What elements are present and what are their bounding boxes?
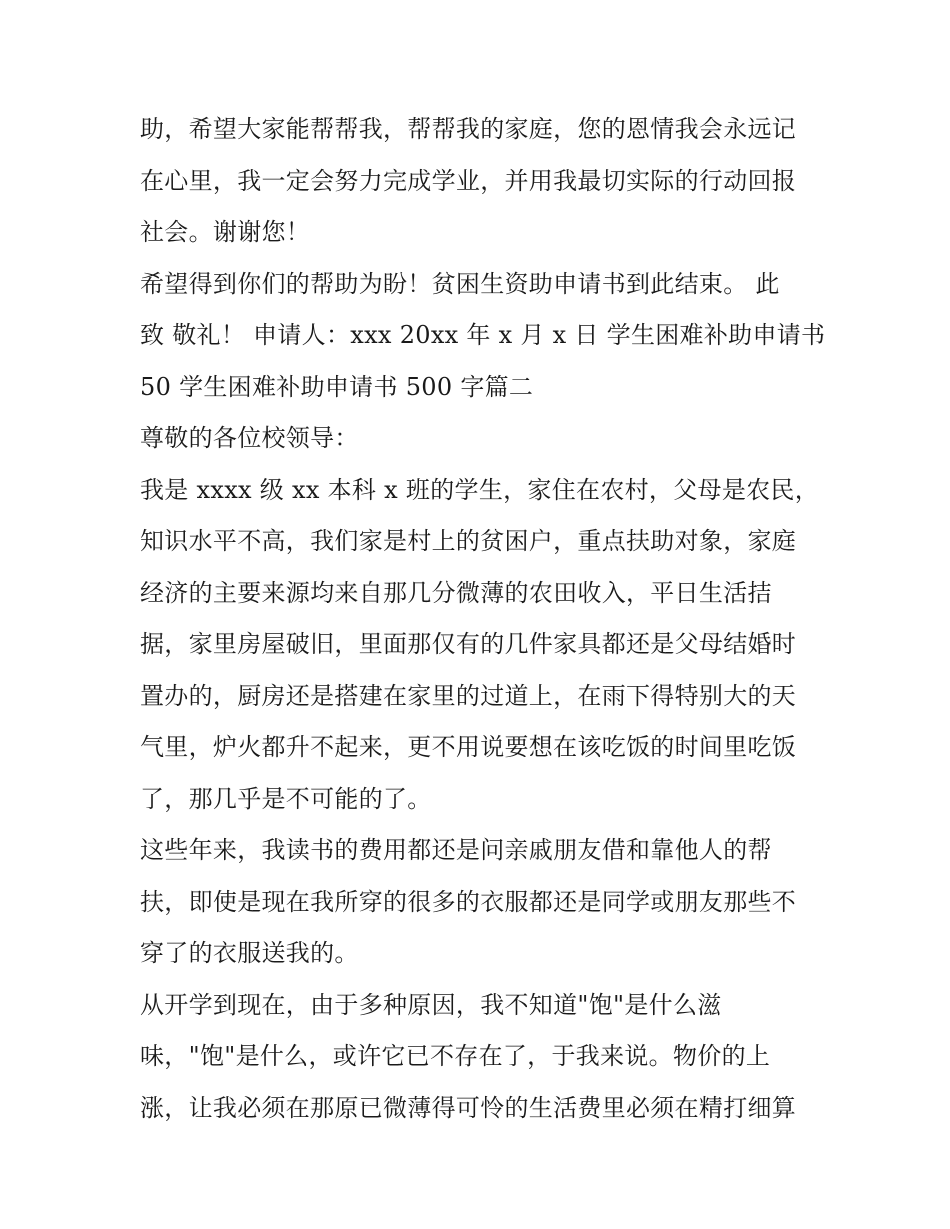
text-line: 了，那几乎是不可能的了。 xyxy=(140,784,432,813)
text-line: 味，"饱"是什么，或许它已不存在了，于我来说。物价的上 xyxy=(140,1042,771,1070)
text-line: 置办的，厨房还是搭建在家里的过道上，在雨下得特别大的天 xyxy=(140,681,797,710)
text-line: 穿了的衣服送我的。 xyxy=(140,939,359,967)
text-line: 从开学到现在，由于多种原因，我不知道"饱"是什么滋 xyxy=(140,990,722,1019)
text-line: 希望得到你们的帮助为盼！贫困生资助申请书到此结束。 此 xyxy=(140,269,780,298)
text-line: 致 敬礼！ 申请人：xxx 20xx 年 x 月 x 日 学生困难补助申请书 xyxy=(140,321,826,349)
document-body xyxy=(140,104,826,1134)
text-line: 助，希望大家能帮帮我，帮帮我的家庭，您的恩情我会永远记 xyxy=(140,115,797,143)
text-line: 知识水平不高，我们家是村上的贫困户，重点扶助对象，家庭 xyxy=(140,527,797,555)
text-line: 我是 xxxx 级 xx 本科 x 班的学生，家住在农村，父母是农民， xyxy=(140,475,820,504)
text-line: 据，家里房屋破旧，里面那仅有的几件家具都还是父母结婚时 xyxy=(140,630,797,658)
text-line: 扶，即使是现在我所穿的很多的衣服都还是同学或朋友那些不 xyxy=(140,887,797,916)
text-line: 在心里，我一定会努力完成学业，并用我最切实际的行动回报 xyxy=(140,166,797,195)
text-line: 经济的主要来源均来自那几分微薄的农田收入，平日生活拮 xyxy=(140,578,772,607)
text-line: 气里，炉火都升不起来，更不用说要想在该吃饭的时间里吃饭 xyxy=(140,733,797,761)
text-line: 涨，让我必须在那原已微薄得可怜的生活费里必须在精打细算 xyxy=(140,1093,797,1122)
text-line: 这些年来，我读书的费用都还是问亲戚朋友借和靠他人的帮 xyxy=(140,836,772,864)
text-line: 尊敬的各位校领导： xyxy=(140,424,359,452)
text-line: 社会。谢谢您！ xyxy=(140,218,311,246)
text-line: 50 学生困难补助申请书 500 字篇二 xyxy=(140,372,534,401)
